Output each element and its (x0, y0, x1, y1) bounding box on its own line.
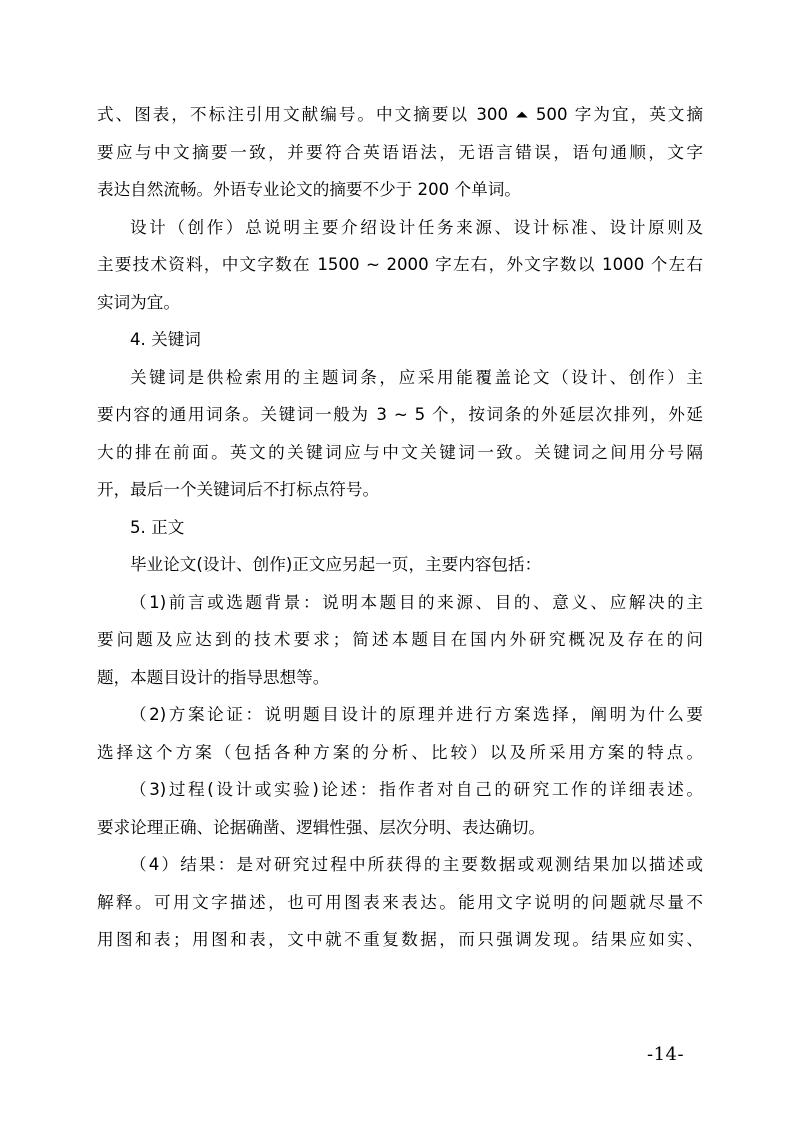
body-text-line: 选择这个方案（包括各种方案的分析、比较）以及所采用方案的特点。 (97, 742, 703, 762)
body-text-line: 毕业论文(设计、创作)正文应另起一页，主要内容包括： (130, 555, 542, 574)
body-text-line: 主要技术资料，中文字数在 1500 ~ 2000 字左右，外文字数以 1000 个左右 (97, 255, 703, 274)
body-text-line: 关键词是供检索用的主题词条，应采用能覆盖论文（设计、创作）主 (130, 367, 703, 387)
body-text-line: （4）结果：是对研究过程中所获得的主要数据或观测结果加以描述或 (130, 855, 703, 874)
section-heading: 5. 正文 (130, 517, 185, 537)
body-text-line: 要求论理正确、论据确凿、逻辑性强、层次分明、表达确切。 (97, 817, 546, 837)
section-heading: 4. 关键词 (130, 330, 201, 349)
body-text-line: 大的排在前面。英文的关键词应与中文关键词一致。关键词之间用分号隔 (97, 442, 703, 462)
page-number: -14- (647, 1044, 685, 1065)
document-body (97, 96, 703, 959)
body-text-line: 开，最后一个关键词后不打标点符号。 (97, 480, 380, 499)
body-text-line: 设计（创作）总说明主要介绍设计任务来源、设计标准、设计原则及 (130, 217, 703, 237)
body-text-line: 实词为宜。 (97, 292, 180, 312)
body-text-line: 要问题及应达到的技术要求；简述本题目在国内外研究概况及存在的问 (97, 630, 703, 649)
body-text-line: （1)前言或选题背景：说明本题目的来源、目的、意义、应解决的主 (130, 592, 703, 612)
body-text-line: （3)过程(设计或实验)论述：指作者对自己的研究工作的详细表述。 (130, 780, 703, 799)
body-text-line: 解释。可用文字描述，也可用图表来表达。能用文字说明的问题就尽量不 (97, 892, 703, 912)
body-text-line: 式、图表，不标注引用文献编号。中文摘要以 300 ⏶ 500 字为宜，英文摘 (97, 105, 703, 124)
body-text-line: 表达自然流畅。外语专业论文的摘要不少于 200 个单词。 (97, 180, 521, 199)
body-text-line: 要内容的通用词条。关键词一般为 3 ~ 5 个，按词条的外延层次排列，外延 (97, 405, 703, 424)
body-text-line: 用图和表；用图和表，文中就不重复数据，而只强调发现。结果应如实、 (97, 930, 703, 949)
body-text-line: （2)方案论证：说明题目设计的原理并进行方案选择，阐明为什么要 (130, 705, 703, 724)
body-text-line: 要应与中文摘要一致，并要符合英语语法，无语言错误，语句通顺，文字 (97, 142, 703, 162)
body-text-line: 题，本题目设计的指导思想等。 (97, 667, 330, 687)
